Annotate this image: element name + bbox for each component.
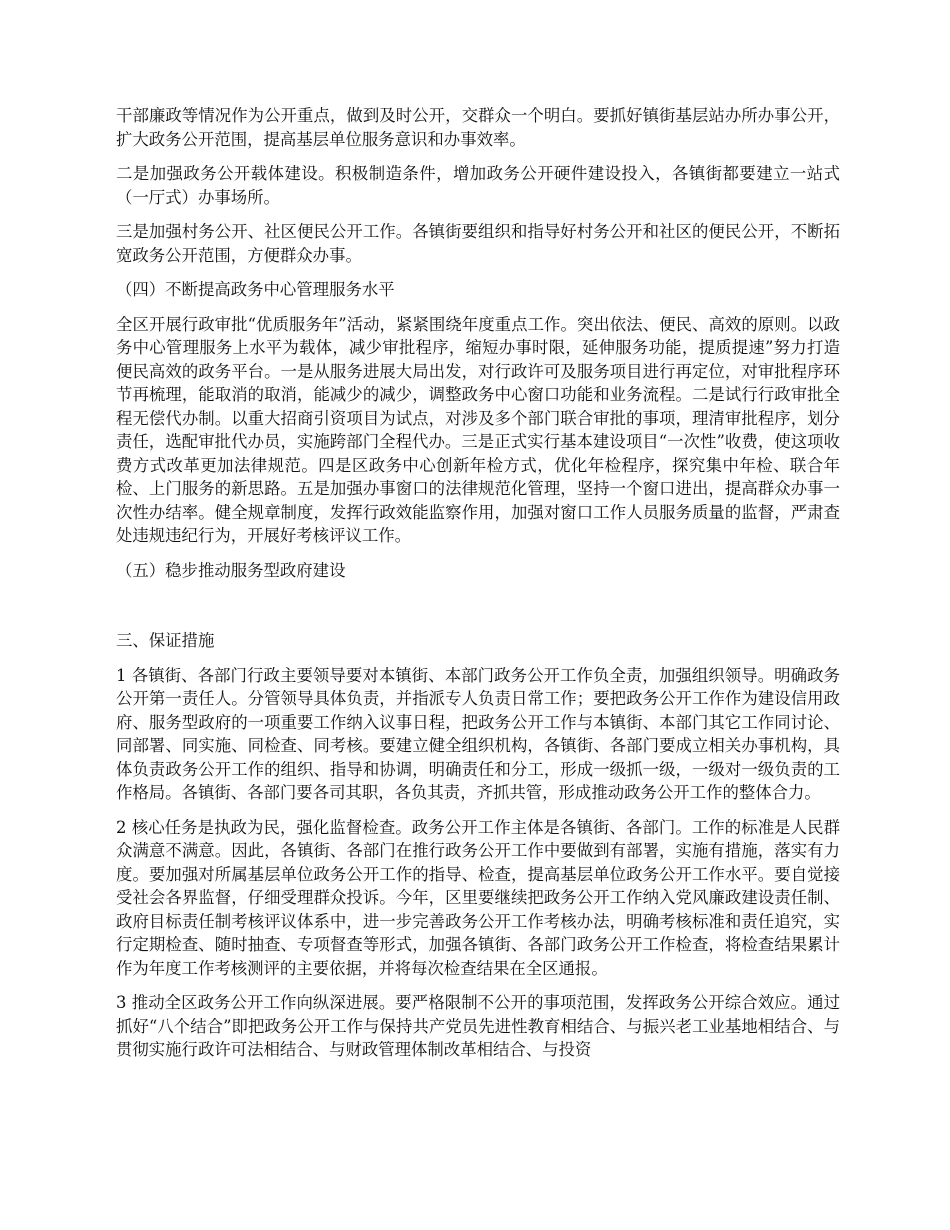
section-heading-guarantee: 三、保证措施 [116, 631, 215, 650]
paragraph-measure-2: 2 核心任务是执政为民，强化监督检查。政务公开工作主体是各镇街、各部门。工作的标准是人民群众满意不满意。因此，各镇街、各部门在推行政务公开工作中要做到有部署，实施有措施，落实有力度。要加强对所属基层单位政务公开工作的指导、检查，提高基层单位政务公开工作水平。要自觉接受社会各界监督，仔细受理群众投诉。今年，区里要继续把政务公开工作纳入党风廉政建设责任制、政府目标责任制考核评议体系中，进一步完善政务公开工作考核办法，明确考核标准和责任追究，实行定期检查、随时抽查、专项督查等形式，加强各镇街、各部门政务公开工作检查，将检查结果累计作为年度工作考核测评的主要依据，并将每次检查结果在全区通报。 [116, 817, 840, 978]
paragraph-village-affairs: 三是加强村务公开、社区便民公开工作。各镇街要组织和指导好村务公开和社区的便民公开，不断拓宽政务公开范围，方便群众办事。 [116, 222, 840, 265]
paragraph-service-center: 全区开展行政审批“优质服务年”活动，紧紧围绕年度重点工作。突出依法、便民、高效的原则。以政务中心管理服务上水平为载体，减少审批程序，缩短办事时限，延伸服务功能，提质提速”努力打造便民高效的政务平台。一是从服务进展大局出发，对行政许可及服务项目进行再定位，对审批程序环节再梳理，能取消的取消，能减少的减少，调整政务中心窗口功能和业务流程。二是试行行政审批全程无偿代办制。以重大招商引资项目为试点，对涉及多个部门联合审批的事项，理清审批程序，划分责任，选配审批代办员，实施跨部门全程代办。三是正式实行基本建设项目“一次性”收费，使这项收费方式改革更加法律规范。四是区政务中心创新年检方式，优化年检程序，探究集中年检、联合年检、上门服务的新思路。五是加强办事窗口的法律规范化管理，坚持一个窗口进出，提高群众办事一次性办结率。健全规章制度，发挥行政效能监察作用，加强对窗口工作人员服务质量的监督，严肃查处违规违纪行为，开展好考核评议工作。 [116, 314, 840, 545]
paragraph-measure-1: 1 各镇街、各部门行政主要领导要对本镇街、本部门政务公开工作负全责，加强组织领导。明确政务公开第一责任人。分管领导具体负责，并指派专人负责日常工作；要把政务公开工作作为建设信用政府、服务型政府的一项重要工作纳入议事日程，把政务公开工作与本镇街、本部门其它工作同讨论、同部署、同实施、同检查、同考核。要建立健全组织机构，各镇街、各部门要成立相关办事机构，具体负责政务公开工作的组织、指导和协调，明确责任和分工，形成一级抓一级，一级对一级负责的工作格局。各镇街、各部门要各司其职，各负其责，齐抓共管，形成推动政务公开工作的整体合力。 [116, 665, 840, 802]
section-heading-5: （五）稳步推动服务型政府建设 [116, 560, 346, 580]
paragraph-measure-3: 3 推动全区政务公开工作向纵深进展。要严格限制不公开的事项范围，发挥政务公开综合效应。通过抓好“八个结合”即把政务公开工作与保持共产党员先进性教育相结合、与振兴老工业基地相结合、与贯彻实施行政许可法相结合、与财政管理体制改革相结合、与投资 [116, 993, 840, 1059]
paragraph-carrier-construction: 二是加强政务公开载体建设。积极制造条件，增加政务公开硬件建设投入，各镇街都要建立一站式（一厅式）办事场所。 [116, 164, 840, 207]
document-body [116, 104, 840, 1073]
section-heading-4: （四）不断提高政务中心管理服务水平 [116, 280, 395, 299]
paragraph-public-focus: 干部廉政等情况作为公开重点，做到及时公开，交群众一个明白。要抓好镇街基层站办所办事公开，扩大政务公开范围，提高基层单位服务意识和办事效率。 [116, 106, 840, 149]
